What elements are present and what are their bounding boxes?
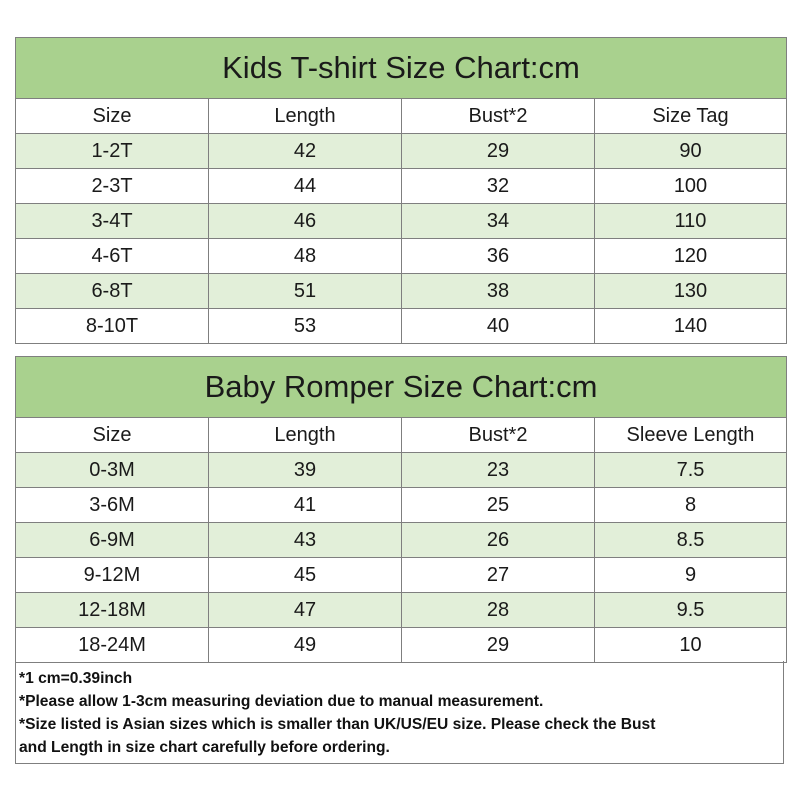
bust-cell: 25 [402,488,595,523]
length-cell: 43 [209,523,402,558]
size-cell: 8-10T [16,309,209,344]
column-header: Bust*2 [402,418,595,453]
table-row [16,488,787,523]
bust-cell: 29 [402,134,595,169]
size-cell: 18-24M [16,628,209,663]
note-asian-sizes: *Size listed is Asian sizes which is smaller than UK/US/EU size. Please check the Bust [19,716,656,733]
bust-cell: 28 [402,593,595,628]
size-cell: 9-12M [16,558,209,593]
bust-cell: 40 [402,309,595,344]
bust-cell: 26 [402,523,595,558]
table-row [16,169,787,204]
note-asian-sizes-continued: and Length in size chart carefully before ordering. [19,739,390,756]
bust-cell: 27 [402,558,595,593]
sleeve-length-cell: 8 [595,488,787,523]
note-deviation: *Please allow 1-3cm measuring deviation due to manual measurement. [19,693,544,710]
size-tag-cell: 130 [595,274,787,309]
size-cell: 4-6T [16,239,209,274]
length-cell: 44 [209,169,402,204]
column-header: Size Tag [595,99,787,134]
romper-chart-title: Baby Romper Size Chart:cm [16,357,787,418]
sleeve-length-cell: 9.5 [595,593,787,628]
sleeve-length-cell: 8.5 [595,523,787,558]
bust-cell: 32 [402,169,595,204]
size-cell: 2-3T [16,169,209,204]
table-row [16,628,787,663]
kids-header-row [16,99,787,134]
kids-chart-title: Kids T-shirt Size Chart:cm [16,38,787,99]
size-notes [15,661,784,764]
bust-cell: 38 [402,274,595,309]
column-header: Length [209,418,402,453]
baby-romper-size-table [15,356,787,663]
size-tag-cell: 90 [595,134,787,169]
sleeve-length-cell: 9 [595,558,787,593]
sleeve-length-cell: 7.5 [595,453,787,488]
note-conversion: *1 cm=0.39inch [19,670,133,687]
size-tag-cell: 140 [595,309,787,344]
column-header: Length [209,99,402,134]
romper-header-row [16,418,787,453]
size-tag-cell: 100 [595,169,787,204]
length-cell: 39 [209,453,402,488]
bust-cell: 36 [402,239,595,274]
size-tag-cell: 120 [595,239,787,274]
table-row [16,134,787,169]
column-header: Size [16,99,209,134]
bust-cell: 34 [402,204,595,239]
length-cell: 42 [209,134,402,169]
size-cell: 6-8T [16,274,209,309]
sleeve-length-cell: 10 [595,628,787,663]
table-row [16,523,787,558]
size-cell: 12-18M [16,593,209,628]
length-cell: 48 [209,239,402,274]
length-cell: 47 [209,593,402,628]
column-header: Sleeve Length [595,418,787,453]
length-cell: 41 [209,488,402,523]
size-cell: 6-9M [16,523,209,558]
table-row [16,558,787,593]
size-cell: 3-4T [16,204,209,239]
length-cell: 45 [209,558,402,593]
table-row [16,453,787,488]
size-tag-cell: 110 [595,204,787,239]
length-cell: 53 [209,309,402,344]
table-row [16,204,787,239]
size-cell: 1-2T [16,134,209,169]
table-row [16,274,787,309]
column-header: Size [16,418,209,453]
size-cell: 3-6M [16,488,209,523]
bust-cell: 23 [402,453,595,488]
table-row [16,309,787,344]
length-cell: 49 [209,628,402,663]
table-row [16,239,787,274]
table-row [16,593,787,628]
length-cell: 51 [209,274,402,309]
size-cell: 0-3M [16,453,209,488]
column-header: Bust*2 [402,99,595,134]
kids-tshirt-size-table [15,37,787,344]
bust-cell: 29 [402,628,595,663]
length-cell: 46 [209,204,402,239]
